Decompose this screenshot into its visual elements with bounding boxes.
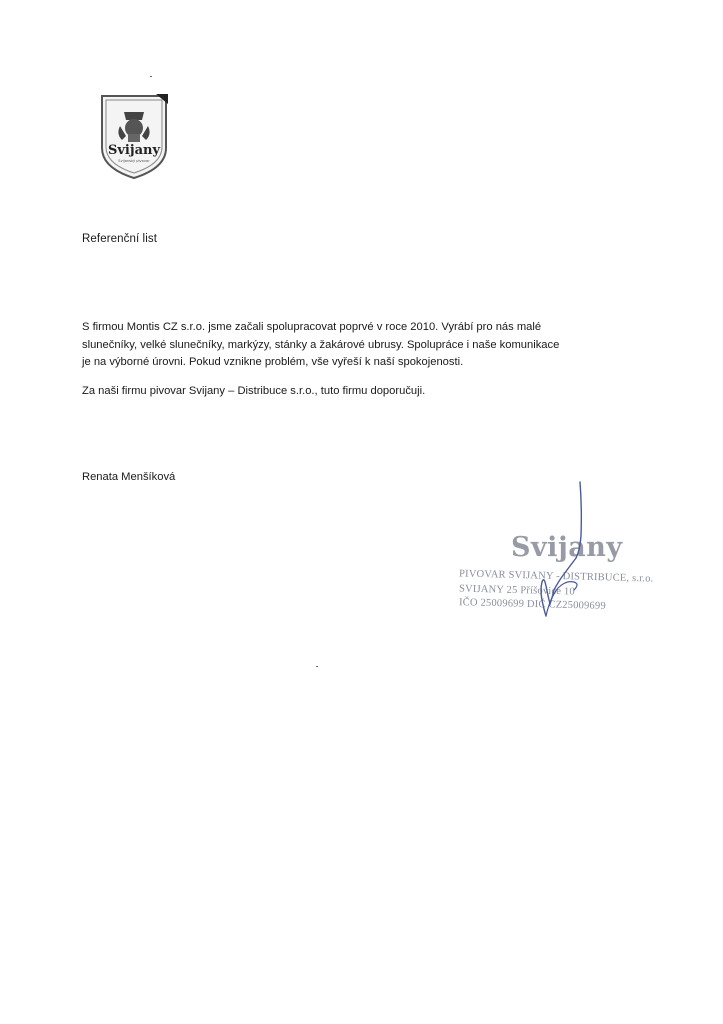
stamp-line-2: SVIJANY 25 Příšovice 10 xyxy=(458,583,576,598)
logo-brand-text: Svijany xyxy=(107,143,161,158)
body-line-3: je na výborné úrovni. Pokud vznikne problém, vše vyřeší k naší spokojenosti. xyxy=(82,356,464,368)
scan-speck xyxy=(316,666,318,667)
logo-tagline: Svijanský pivovar xyxy=(118,159,150,163)
svijany-crest-icon xyxy=(94,90,174,182)
scan-speck xyxy=(150,76,152,77)
handwritten-signature-icon xyxy=(470,478,630,628)
body-line-2: slunečníky, velké slunečníky, markýzy, stánky a žakárové ubrusy. Spolupráce i naše komunikace xyxy=(82,338,560,351)
signatory-name: Renata Menšíková xyxy=(82,471,176,483)
recommendation-text: Za naši firmu pivovar Svijany – Distribuce s.r.o., tuto firmu doporučuji. xyxy=(82,385,426,397)
document-body xyxy=(82,319,642,372)
stamp-line-1: PIVOVAR SVIJANY - DISTRIBUCE, s.r.o. xyxy=(458,568,654,585)
body-line-1: S firmou Montis CZ s.r.o. jsme začali spolupracovat poprvé v roce 2010. Vyrábí pro nás malé xyxy=(82,321,542,333)
document-title: Referenční list xyxy=(82,233,158,245)
stamp-line-3: IČO 25009699 DIČ CZ25009699 xyxy=(458,597,606,612)
stamp-brand: Svijany xyxy=(511,532,623,563)
